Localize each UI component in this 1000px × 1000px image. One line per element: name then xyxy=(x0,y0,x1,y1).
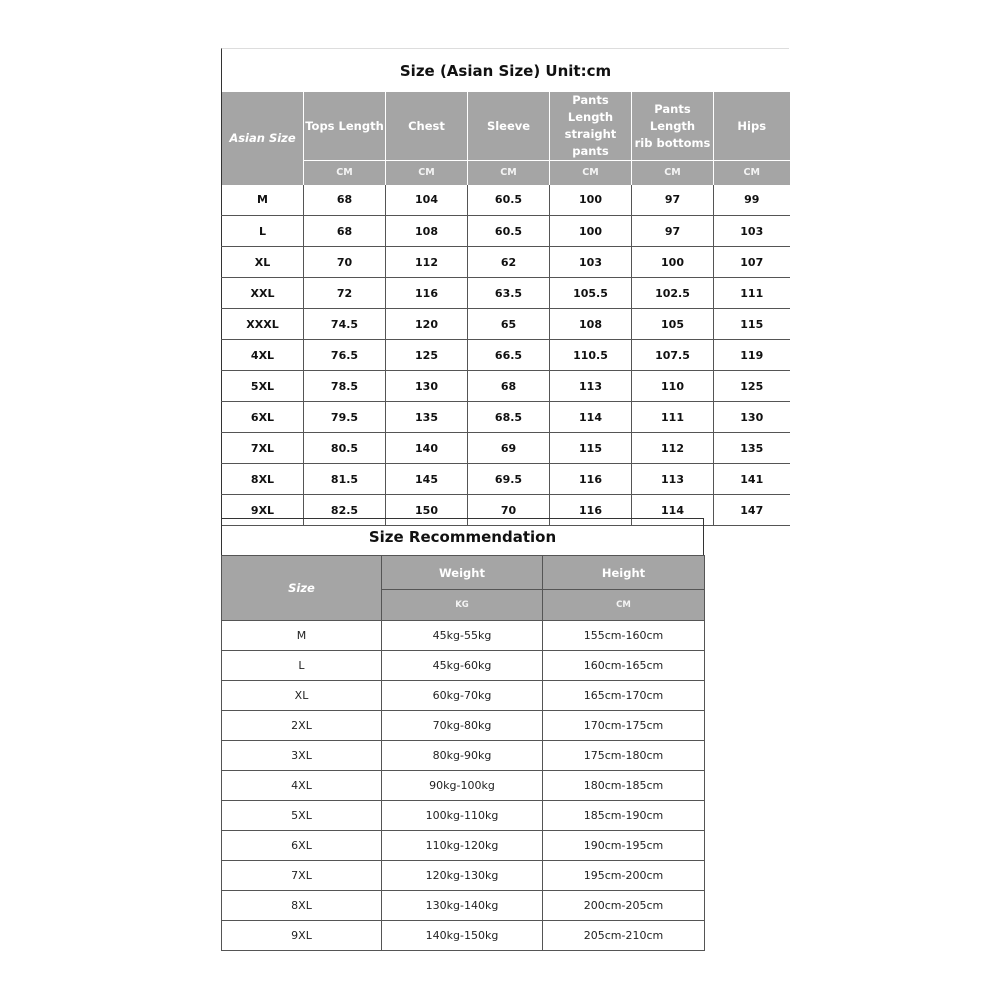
value-cell: 105.5 xyxy=(550,278,632,309)
size-chart-table xyxy=(221,92,790,526)
value-cell: 79.5 xyxy=(304,402,386,433)
size-cell: 6XL xyxy=(222,831,382,861)
size-cell: 7XL xyxy=(222,433,304,464)
value-cell: 107.5 xyxy=(632,340,714,371)
header-hips: Hips xyxy=(714,92,790,161)
value-cell: 145 xyxy=(386,464,468,495)
size-cell: L xyxy=(222,216,304,247)
weight-cell: 110kg-120kg xyxy=(382,831,543,861)
size-cell: M xyxy=(222,621,382,651)
value-cell: 97 xyxy=(632,185,714,216)
table-row xyxy=(222,801,705,831)
size-cell: M xyxy=(222,185,304,216)
value-cell: 74.5 xyxy=(304,309,386,340)
value-cell: 68 xyxy=(304,216,386,247)
weight-cell: 100kg-110kg xyxy=(382,801,543,831)
header-chest: Chest xyxy=(386,92,468,161)
value-cell: 135 xyxy=(714,433,790,464)
size-cell: 2XL xyxy=(222,711,382,741)
weight-cell: 90kg-100kg xyxy=(382,771,543,801)
table-row xyxy=(222,185,790,216)
value-cell: 99 xyxy=(714,185,790,216)
size-cell: 9XL xyxy=(222,921,382,951)
value-cell: 110 xyxy=(632,371,714,402)
value-cell: 150 xyxy=(386,495,468,526)
size-cell: 8XL xyxy=(222,891,382,921)
size-chart-unit-row xyxy=(222,161,790,185)
height-cell: 180cm-185cm xyxy=(543,771,705,801)
size-recommendation xyxy=(221,518,704,951)
value-cell: 68.5 xyxy=(468,402,550,433)
table-row xyxy=(222,651,705,681)
weight-cell: 130kg-140kg xyxy=(382,891,543,921)
unit-cell: CM xyxy=(386,161,468,185)
value-cell: 135 xyxy=(386,402,468,433)
unit-cell: CM xyxy=(714,161,790,185)
table-row xyxy=(222,681,705,711)
header-asian-size: Asian Size xyxy=(222,92,304,185)
size-cell: XXXL xyxy=(222,309,304,340)
value-cell: 130 xyxy=(714,402,790,433)
table-row xyxy=(222,464,790,495)
value-cell: 116 xyxy=(550,495,632,526)
value-cell: 100 xyxy=(550,216,632,247)
value-cell: 125 xyxy=(386,340,468,371)
value-cell: 125 xyxy=(714,371,790,402)
size-chart-body xyxy=(222,185,790,526)
value-cell: 100 xyxy=(632,247,714,278)
value-cell: 70 xyxy=(468,495,550,526)
size-cell: 6XL xyxy=(222,402,304,433)
table-row xyxy=(222,216,790,247)
value-cell: 112 xyxy=(632,433,714,464)
header-tops-length: Tops Length xyxy=(304,92,386,161)
value-cell: 103 xyxy=(714,216,790,247)
value-cell: 114 xyxy=(550,402,632,433)
value-cell: 66.5 xyxy=(468,340,550,371)
size-cell: 7XL xyxy=(222,861,382,891)
size-chart xyxy=(221,48,789,526)
value-cell: 141 xyxy=(714,464,790,495)
value-cell: 116 xyxy=(550,464,632,495)
table-row xyxy=(222,921,705,951)
value-cell: 110.5 xyxy=(550,340,632,371)
height-cell: 190cm-195cm xyxy=(543,831,705,861)
weight-cell: 60kg-70kg xyxy=(382,681,543,711)
size-cell: 4XL xyxy=(222,340,304,371)
table-row xyxy=(222,247,790,278)
value-cell: 78.5 xyxy=(304,371,386,402)
value-cell: 111 xyxy=(632,402,714,433)
height-cell: 165cm-170cm xyxy=(543,681,705,711)
table-row xyxy=(222,711,705,741)
table-row xyxy=(222,278,790,309)
table-row xyxy=(222,621,705,651)
weight-cell: 45kg-60kg xyxy=(382,651,543,681)
value-cell: 111 xyxy=(714,278,790,309)
table-row xyxy=(222,371,790,402)
value-cell: 97 xyxy=(632,216,714,247)
height-cell: 195cm-200cm xyxy=(543,861,705,891)
weight-cell: 140kg-150kg xyxy=(382,921,543,951)
size-cell: 9XL xyxy=(222,495,304,526)
value-cell: 108 xyxy=(550,309,632,340)
value-cell: 102.5 xyxy=(632,278,714,309)
size-cell: 3XL xyxy=(222,741,382,771)
value-cell: 62 xyxy=(468,247,550,278)
value-cell: 104 xyxy=(386,185,468,216)
value-cell: 80.5 xyxy=(304,433,386,464)
value-cell: 76.5 xyxy=(304,340,386,371)
height-cell: 170cm-175cm xyxy=(543,711,705,741)
value-cell: 82.5 xyxy=(304,495,386,526)
size-cell: XL xyxy=(222,681,382,711)
size-recommendation-body xyxy=(222,621,705,951)
value-cell: 68 xyxy=(468,371,550,402)
value-cell: 70 xyxy=(304,247,386,278)
size-chart-title: Size (Asian Size) Unit:cm xyxy=(221,48,789,92)
unit-cell: CM xyxy=(543,590,705,621)
unit-cell: CM xyxy=(304,161,386,185)
height-cell: 205cm-210cm xyxy=(543,921,705,951)
size-cell: XL xyxy=(222,247,304,278)
value-cell: 120 xyxy=(386,309,468,340)
height-cell: 175cm-180cm xyxy=(543,741,705,771)
unit-cell: KG xyxy=(382,590,543,621)
value-cell: 107 xyxy=(714,247,790,278)
weight-cell: 120kg-130kg xyxy=(382,861,543,891)
value-cell: 113 xyxy=(550,371,632,402)
table-row xyxy=(222,741,705,771)
value-cell: 60.5 xyxy=(468,185,550,216)
table-row xyxy=(222,891,705,921)
value-cell: 63.5 xyxy=(468,278,550,309)
value-cell: 105 xyxy=(632,309,714,340)
unit-cell: CM xyxy=(550,161,632,185)
table-row xyxy=(222,402,790,433)
table-row xyxy=(222,433,790,464)
value-cell: 72 xyxy=(304,278,386,309)
value-cell: 103 xyxy=(550,247,632,278)
size-cell: 8XL xyxy=(222,464,304,495)
value-cell: 140 xyxy=(386,433,468,464)
header-sleeve: Sleeve xyxy=(468,92,550,161)
table-row xyxy=(222,831,705,861)
table-row xyxy=(222,771,705,801)
height-cell: 160cm-165cm xyxy=(543,651,705,681)
unit-cell: CM xyxy=(632,161,714,185)
value-cell: 100 xyxy=(550,185,632,216)
value-cell: 115 xyxy=(550,433,632,464)
header-size: Size xyxy=(222,556,382,621)
value-cell: 65 xyxy=(468,309,550,340)
weight-cell: 80kg-90kg xyxy=(382,741,543,771)
value-cell: 130 xyxy=(386,371,468,402)
value-cell: 115 xyxy=(714,309,790,340)
value-cell: 114 xyxy=(632,495,714,526)
recommendation-header-row xyxy=(222,556,705,590)
weight-cell: 45kg-55kg xyxy=(382,621,543,651)
weight-cell: 70kg-80kg xyxy=(382,711,543,741)
height-cell: 185cm-190cm xyxy=(543,801,705,831)
value-cell: 69 xyxy=(468,433,550,464)
size-recommendation-title: Size Recommendation xyxy=(221,518,704,555)
header-pants-length-straight: Pants Length straight pants xyxy=(550,92,632,161)
value-cell: 68 xyxy=(304,185,386,216)
size-cell: 4XL xyxy=(222,771,382,801)
value-cell: 69.5 xyxy=(468,464,550,495)
value-cell: 60.5 xyxy=(468,216,550,247)
size-cell: L xyxy=(222,651,382,681)
height-cell: 155cm-160cm xyxy=(543,621,705,651)
header-weight: Weight xyxy=(382,556,543,590)
header-pants-length-rib: Pants Length rib bottoms xyxy=(632,92,714,161)
value-cell: 113 xyxy=(632,464,714,495)
value-cell: 119 xyxy=(714,340,790,371)
height-cell: 200cm-205cm xyxy=(543,891,705,921)
unit-cell: CM xyxy=(468,161,550,185)
size-chart-header-row xyxy=(222,92,790,161)
value-cell: 108 xyxy=(386,216,468,247)
table-row xyxy=(222,340,790,371)
size-cell: 5XL xyxy=(222,371,304,402)
header-height: Height xyxy=(543,556,705,590)
table-row xyxy=(222,861,705,891)
size-cell: XXL xyxy=(222,278,304,309)
value-cell: 112 xyxy=(386,247,468,278)
size-recommendation-table xyxy=(221,555,705,951)
value-cell: 81.5 xyxy=(304,464,386,495)
size-cell: 5XL xyxy=(222,801,382,831)
value-cell: 116 xyxy=(386,278,468,309)
value-cell: 147 xyxy=(714,495,790,526)
table-row xyxy=(222,309,790,340)
